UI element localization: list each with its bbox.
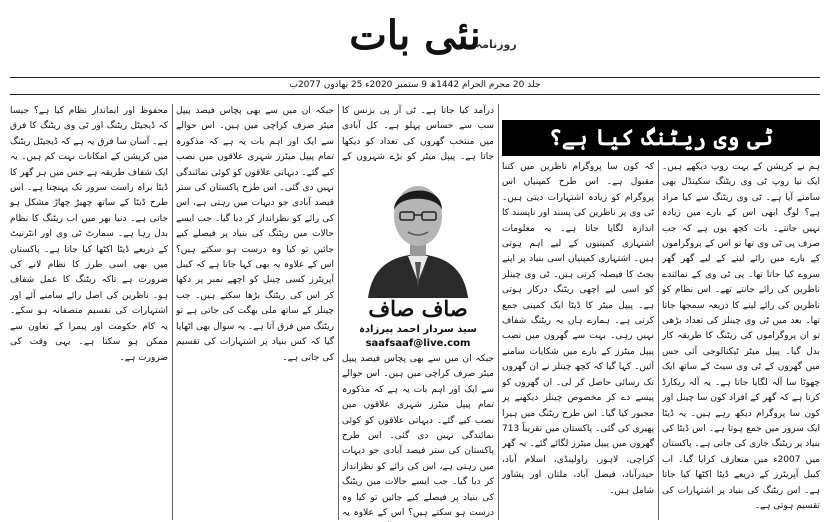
columnist-photo <box>360 164 476 298</box>
column-divider <box>338 104 339 520</box>
article-column-4 <box>176 104 334 522</box>
columnist-box <box>342 164 494 350</box>
logo-title: نئی بات <box>349 12 481 59</box>
article-column-2 <box>502 160 654 522</box>
column-1-text: ہم نے کرپشن کے بہت روپ دیکھے ہیں۔ ایک نیا روپ ٹی وی ریٹنگ سکینڈل بھی سامنے آیا ہے۔ ٹی وی ریٹنگ سے کیا مراد ہے؟ لوگ ابھی اس کے بارے میں زیادہ نہیں جانتے۔ بات کچھ یوں ہے کہ جب صرف پی ٹی وی تھا تو اس کے پروگراموں کے بارے میں رائے لینے کے لیے گھر گھر سروے کیا جاتا تھا۔ پی ٹی وی کے نمائندے ناظرین کی رائے جانتے تھے۔ اس نظام کو ناظرین کی رائے لینے کا ذریعہ سمجھا جاتا تھا۔ بعد میں ٹی وی چینلز کی تعداد بڑھی تو ان پروگراموں کی ریٹنگ کا طریقہ کار بدل گیا۔ پیپل میٹر ٹیکنالوجی آئی جس میں گھروں کے ٹی وی سیٹ کے ساتھ ایک چھوٹا سا آلہ لگایا جاتا ہے۔ یہ آلہ ریکارڈ کرتا ہے کہ گھر کے افراد کون سا چینل اور کون سا پروگرام دیکھ رہے ہیں۔ یہ ڈیٹا ایک سرور میں جمع ہوتا ہے۔ اس ڈیٹا کی بنیاد پر ریٹنگ جاری کی جاتی ہے۔ پاکستان میں 2007ء میں متعارف کرایا گیا۔ اب کیبل آپریٹرز کے ذریعے ڈیٹا اکٹھا کیا جاتا ہے۔ اس ریٹنگ کی بنیاد پر اشتہارات کی تقسیم ہوتی ہے۔ <box>662 162 820 511</box>
column-4-text: جبکہ ان میں سے بھی پچاس فیصد پیپل میٹر صرف کراچی میں ہیں۔ اس حوالے سے ایک اور اہم بات یہ ہے کہ مذکورہ تمام پیپل میٹرز شہری علاقوں میں نصب کیے گئے۔ دیہاتی علاقوں کو کوئی نمائندگی نہیں دی گئی۔ اس طرح پاکستان کی ستر فیصد آبادی جو دیہات میں رہتی ہے، اس کی رائے کو نظرانداز کر دیا گیا۔ جب ایسے حالات میں ریٹنگ کی بنیاد پر فیصلے کیے جائیں تو کیا وہ درست ہو سکتے ہیں؟ اس کے علاوہ یہ بھی کہا جاتا ہے کہ کیبل آپریٹرز کسی چینل کو اچھے نمبر پر دکھا کر اس کی ریٹنگ بڑھا سکتے ہیں۔ جب چینلز کے ساتھ ملی بھگت کی جاتی ہے تو ریٹنگ میں فرق آتا ہے۔ یہ سوال بھی اٹھایا گیا کہ کس بنیاد پر اشتہارات کی تقسیم کی جاتی ہے۔ <box>176 106 334 363</box>
article-headline: ٹی وی ریٹنگ کیا ہے؟ <box>502 120 820 156</box>
column-5-text: محفوظ اور ایماندار نظام کیا ہے؟ جیسا کہ ڈیجیٹل ریٹنگ اور ٹی وی ریٹنگ کا فرق ہے۔ آسان سا فرق یہ ہے کہ ڈیجیٹل ریٹنگ میں کرپشن کے امکانات بہت کم ہیں۔ یہ ایک شفاف طریقہ ہے جس میں ہر گھر کا ڈیٹا براہ راست سرور تک پہنچتا ہے۔ اس طرح ڈیٹا کے ساتھ چھیڑ چھاڑ مشکل ہو جاتی ہے۔ دنیا بھر میں اب ریٹنگ کا نظام بدل رہا ہے۔ سمارٹ ٹی وی اور انٹرنیٹ کے ذریعے ڈیٹا اکٹھا کیا جاتا ہے۔ پاکستان میں بھی اسی طرز کا نظام لانے کی ضرورت ہے تاکہ ریٹنگ کا عمل شفاف ہو۔ ناظرین کی اصل رائے سامنے آئے اور اشتہارات کی تقسیم منصفانہ ہو سکے۔ یہ کام حکومت اور پیمرا کے تعاون سے ممکن ہو سکتا ہے۔ یہی وقت کی ضرورت ہے۔ <box>10 106 168 363</box>
article-column-5 <box>10 104 168 522</box>
article-column-3-top <box>342 104 494 164</box>
column-divider <box>172 104 173 520</box>
masthead-top-rule <box>10 77 820 78</box>
column-3-text: درآمد کیا جاتا ہے۔ ٹی آر پی بزنس کا سب سے حساس پہلو ہے۔ کل آبادی میں منتخب گھروں کی تعداد کو دیکھا جاتا ہے۔ پیپل میٹر کو بڑے شہروں کے <box>342 106 494 163</box>
article-column-3-bottom <box>342 352 494 522</box>
column-divider <box>498 104 499 520</box>
logo <box>0 12 830 59</box>
author-name: سید سردار احمد پیرزادہ <box>359 324 477 335</box>
column-divider <box>658 160 659 520</box>
article-column-1 <box>662 160 820 522</box>
masthead-bottom-rule <box>10 94 820 95</box>
column-3-continued-text: جبکہ ان میں سے بھی پچاس فیصد پیپل میٹر صرف کراچی میں ہیں۔ اس حوالے سے ایک اور اہم بات یہ ہے کہ مذکورہ تمام پیپل میٹرز شہری علاقوں میں نصب کیے گئے۔ دیہاتی علاقوں کو کوئی نمائندگی نہیں دی گئی۔ اس طرح پاکستان کی ستر فیصد آبادی جو دیہات میں رہتی ہے، اس کی رائے کو نظرانداز کر دیا گیا۔ جب ایسے حالات میں ریٹنگ کی بنیاد پر فیصلے کیے جائیں تو کیا وہ درست ہو سکتے ہیں؟ اس کے علاوہ یہ <box>342 354 494 519</box>
column-2-text: کہ کون سا پروگرام ناظرین میں کتنا مقبول ہے۔ اس طرح کمپنیاں اس پروگرام کو زیادہ اشتہارات دیتی ہیں۔ ٹی وی پر ناظرین کی پسند اور ناپسند کا اندازہ لگایا جاتا ہے۔ یہ معلومات اشتہاری کمپنیوں کے لیے اہم ہوتی ہیں۔ اشتہاری کمپنیاں اسی بنیاد پر اپنے بجٹ کا فیصلہ کرتی ہیں۔ ٹی وی چینلز کو اسی لیے اچھی ریٹنگ درکار ہوتی ہے۔ پیپل میٹر کا ڈیٹا ایک کمپنی جمع کرتی ہے۔ ہمارے ہاں یہ ریٹنگ شفاف نہیں رہی۔ بہت سے گھروں میں نصب پیپل میٹرز کے بارے میں شکایات سامنے آئیں۔ کہا گیا کہ کچھ چینلز نے ان گھروں تک رسائی حاصل کر لی۔ ان گھروں کو پیسے دے کر مخصوص چینلز دیکھنے پر مجبور کیا گیا۔ اس طرح ریٹنگ میں ہیرا پھیری کی گئی۔ پاکستان میں تقریباً 713 گھروں میں پیپل میٹرز لگائے گئے۔ یہ گھر کراچی، لاہور، راولپنڈی، اسلام آباد، حیدرآباد، فیصل آباد، ملتان اور پشاور شامل ہیں۔ <box>502 162 654 496</box>
masthead <box>0 0 830 104</box>
dateline: جلد 20 محرم الحرام 1442ھ 9 ستمبر 2020ء 25 بھادوں 2077ب <box>289 80 541 90</box>
logo-subtitle: روزنامہ <box>475 38 517 51</box>
author-email: saafsaaf@live.com <box>365 338 471 349</box>
column-title: صاف صاف <box>368 296 468 321</box>
